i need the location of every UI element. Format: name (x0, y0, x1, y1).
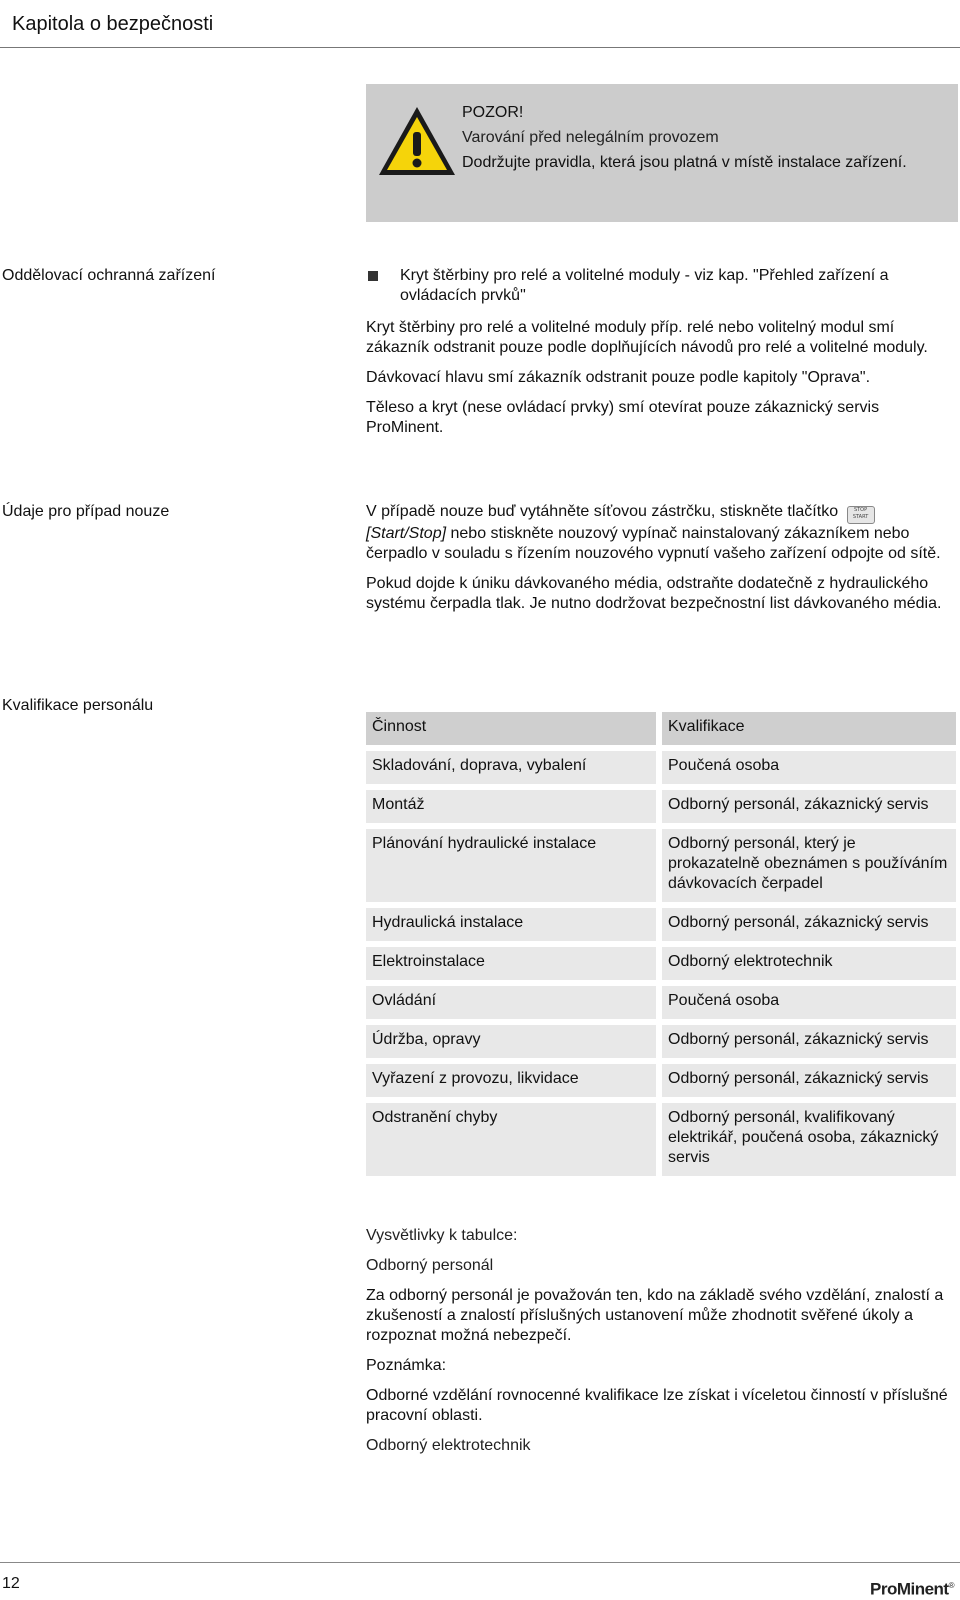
legend-title: Vysvětlivky k tabulce: (366, 1227, 518, 1244)
legend-note-text: Odborné vzdělání rovnocenné kvalifikace lze získat i víceletou činností v příslušné pracovní oblasti. (366, 1387, 948, 1424)
table-legend (366, 1226, 958, 1466)
separating-devices-section (366, 266, 958, 448)
table-cell: Odborný personál, který je prokazatelně obeznámen s používáním dávkovacích čerpadel (662, 829, 956, 902)
table-cell: Elektroinstalace (366, 947, 656, 980)
warning-body: Dodržujte pravidla, která jsou platná v místě instalace zařízení. (462, 154, 907, 171)
table-cell: Odstranění chyby (366, 1103, 656, 1176)
table-row (366, 1103, 956, 1176)
table-cell: Odborný personál, kvalifikovaný elektrikář, poučená osoba, zákaznický servis (662, 1103, 956, 1176)
table-cell: Poučená osoba (662, 986, 956, 1019)
table-header-row (366, 712, 956, 745)
qualification-label: Kvalifikace personálu (2, 697, 154, 714)
warning-label: POZOR! (462, 104, 524, 121)
table-cell: Odborný personál, zákaznický servis (662, 908, 956, 941)
table-cell: Poučená osoba (662, 751, 956, 784)
table-cell: Odborný personál, zákaznický servis (662, 1064, 956, 1097)
list-item (366, 266, 958, 306)
legend-term-electrician: Odborný elektrotechnik (366, 1437, 531, 1454)
square-bullet-icon (368, 271, 378, 281)
table-row (366, 751, 956, 784)
column-header-qualification: Kvalifikace (662, 712, 956, 745)
bullet-text: Kryt štěrbiny pro relé a volitelné moduly - viz kap. "Přehled zařízení a ovládacích prvků" (400, 267, 889, 304)
emergency-section (366, 502, 958, 624)
table-row (366, 790, 956, 823)
column-header-activity: Činnost (366, 712, 656, 745)
page-number: 12 (2, 1575, 20, 1592)
legend-note-label: Poznámka: (366, 1357, 447, 1374)
table-cell: Odborný personál, zákaznický servis (662, 1025, 956, 1058)
prominent-logo (870, 1576, 954, 1600)
table-row (366, 1064, 956, 1097)
table-cell: Odborný personál, zákaznický servis (662, 790, 956, 823)
warning-box (366, 84, 958, 222)
warning-text (462, 103, 942, 173)
footer-divider (0, 1562, 960, 1563)
table-row (366, 1025, 956, 1058)
table-cell: Hydraulická instalace (366, 908, 656, 941)
separating-devices-label: Oddělovací ochranná zařízení (2, 267, 216, 284)
paragraph: Těleso a kryt (nese ovládací prvky) smí otevírat pouze zákaznický servis ProMinent. (366, 399, 880, 436)
start-stop-key-label: [Start/Stop] (366, 525, 447, 542)
table-cell: Plánování hydraulické instalace (366, 829, 656, 902)
table-cell: Vyřazení z provozu, likvidace (366, 1064, 656, 1097)
emergency-paragraph (366, 502, 958, 564)
warning-triangle-icon (376, 104, 458, 178)
table-cell: Odborný elektrotechnik (662, 947, 956, 980)
table-row (366, 829, 956, 902)
brand-name: ProMinent (869, 1579, 949, 1599)
stop-start-button-icon: STOP START (847, 506, 875, 524)
table-row (366, 947, 956, 980)
emergency-text: V případě nouze buď vytáhněte síťovou zástrčku, stiskněte tlačítko (366, 503, 839, 520)
header-divider (0, 47, 960, 48)
page-header (0, 0, 960, 50)
page-title: Kapitola o bezpečnosti (12, 13, 214, 35)
emergency-paragraph-2: Pokud dojde k úniku dávkovaného média, odstraňte dodatečně z hydraulického systému čerpadla tlak. Je nutno dodržovat bezpečnostní list dávkovaného média. (366, 575, 942, 612)
table-cell: Montáž (366, 790, 656, 823)
legend-term-description: Za odborný personál je považován ten, kdo na základě svého vzdělání, znalostí a zkušeností a znalostí příslušných ustanovení může zhodnotit svěřené úkoly a rozpoznat možná nebezpečí. (366, 1287, 944, 1344)
table-cell: Ovládání (366, 986, 656, 1019)
paragraph: Kryt štěrbiny pro relé a volitelné moduly příp. relé nebo volitelný modul smí zákazník odstranit pouze podle doplňujících návodů pro relé a volitelné moduly. (366, 319, 928, 356)
table-cell: Skladování, doprava, vybalení (366, 751, 656, 784)
qualification-table (366, 712, 956, 1182)
emergency-label: Údaje pro případ nouze (2, 503, 170, 520)
table-row (366, 908, 956, 941)
emergency-text-cont: nebo stiskněte nouzový vypínač nainstalovaný zákazníkem nebo čerpadlo v souladu s řízením nouzového vypnutí vašeho zařízení odpojte od sítě. (366, 525, 941, 562)
registered-mark: ® (948, 1581, 954, 1590)
table-cell: Údržba, opravy (366, 1025, 656, 1058)
paragraph: Dávkovací hlavu smí zákazník odstranit pouze podle kapitoly "Oprava". (366, 369, 871, 386)
warning-heading: Varování před nelegálním provozem (462, 129, 719, 146)
table-row (366, 986, 956, 1019)
legend-term-skilled-personnel: Odborný personál (366, 1257, 494, 1274)
